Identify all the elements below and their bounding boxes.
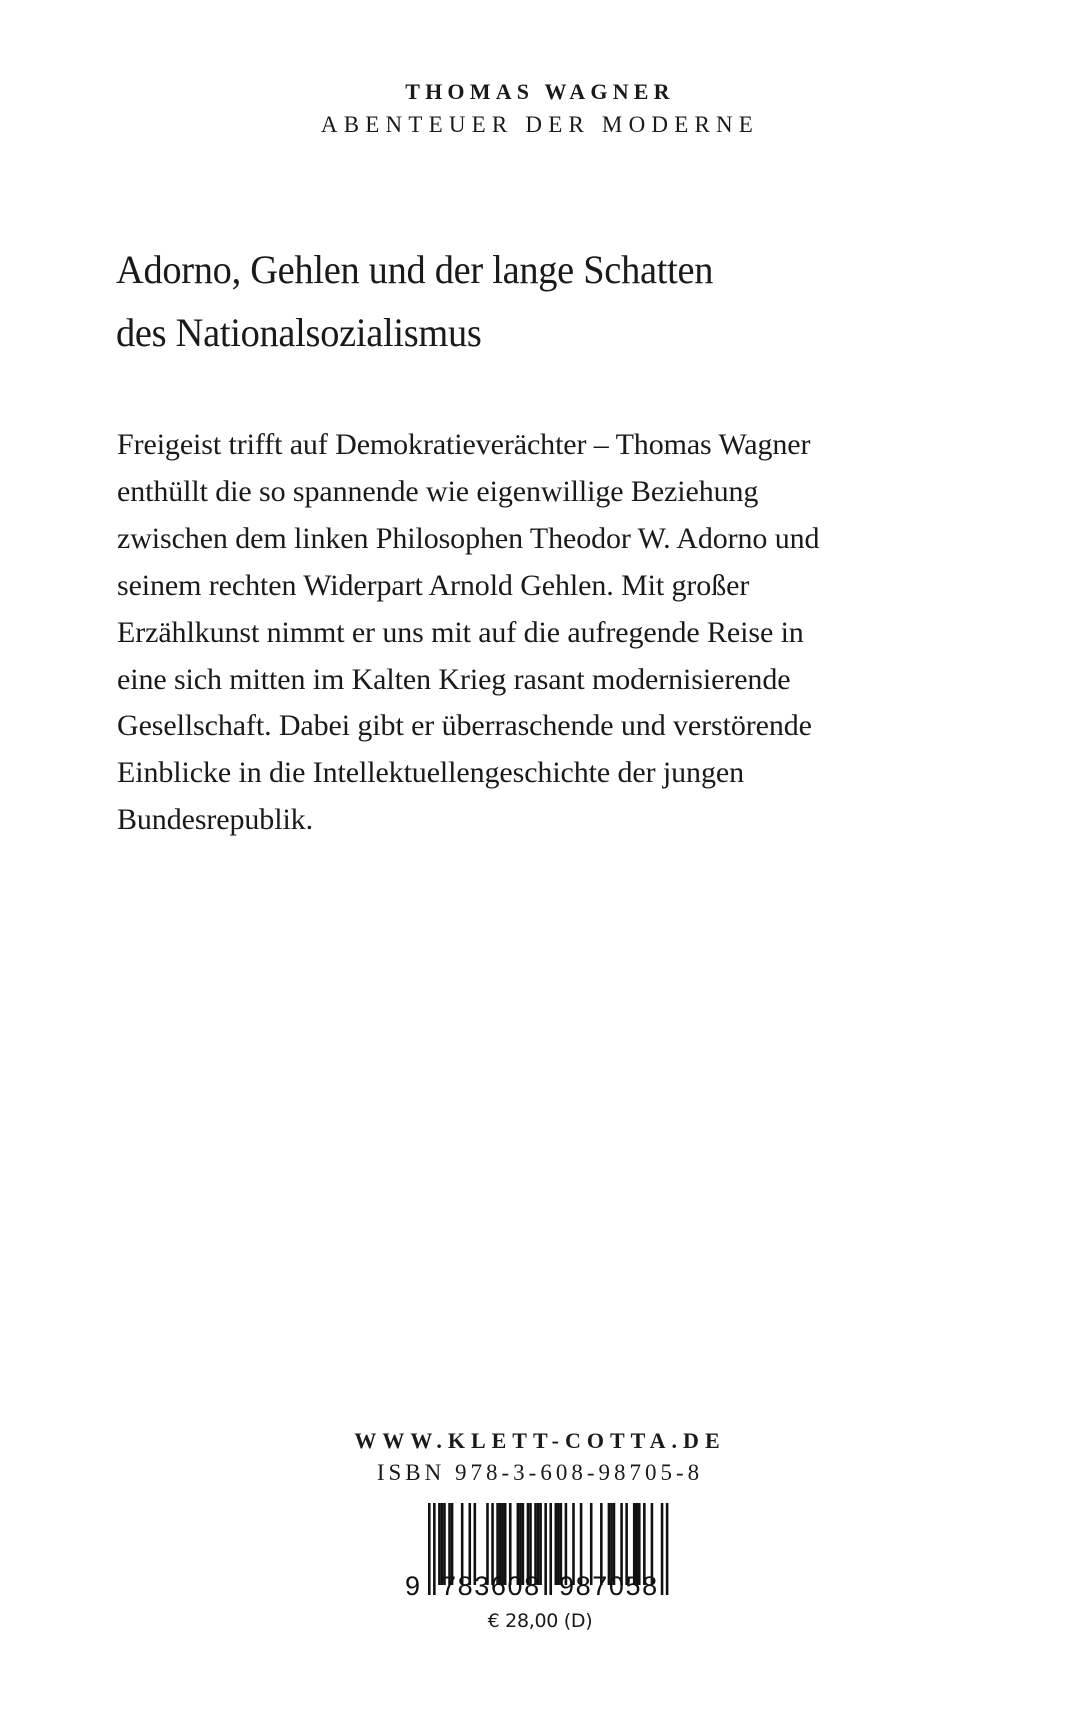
blurb-line: Gesellschaft. Dabei gibt er überraschende und verstörende	[117, 709, 812, 743]
blurb-line: Bundesrepublik.	[117, 803, 313, 837]
publisher-url: WWW.KLETT-COTTA.DE	[354, 1428, 726, 1453]
barcode-right-digits: 987058	[559, 1571, 659, 1601]
blurb-text	[117, 422, 1037, 844]
blurb-line: zwischen dem linken Philosophen Theodor W. Adorno und	[117, 521, 820, 555]
blurb-line: enthüllt die so spannende wie eigenwillige Beziehung	[117, 474, 759, 508]
blurb-line: Einblicke in die Intellektuellengeschichte der jungen	[117, 756, 744, 790]
book-title	[116, 238, 980, 364]
isbn-number: ISBN 978-3-608-98705-8	[376, 1460, 704, 1485]
title-line: Adorno, Gehlen und der lange Schatten	[116, 247, 714, 292]
blurb-line: Freigeist trifft auf Demokratieverächter – Thomas Wagner	[117, 428, 811, 461]
blurb-line: eine sich mitten im Kalten Krieg rasant modernisierende	[117, 662, 791, 696]
series-title: ABENTEUER DER MODERNE	[320, 112, 760, 137]
blurb-line: seinem rechten Widerpart Arnold Gehlen. Mit großer	[117, 568, 750, 602]
price-label: € 28,00 (D)	[487, 1610, 593, 1632]
author-name: THOMAS WAGNER	[405, 79, 675, 104]
blurb-line: Erzählkunst nimmt er uns mit auf die aufregende Reise in	[117, 615, 804, 649]
barcode-left-digits: 783608	[441, 1571, 541, 1601]
ean13-barcode	[405, 1503, 685, 1603]
title-line: des Nationalsozialismus	[116, 310, 482, 355]
barcode-first-digit: 9	[405, 1571, 421, 1601]
